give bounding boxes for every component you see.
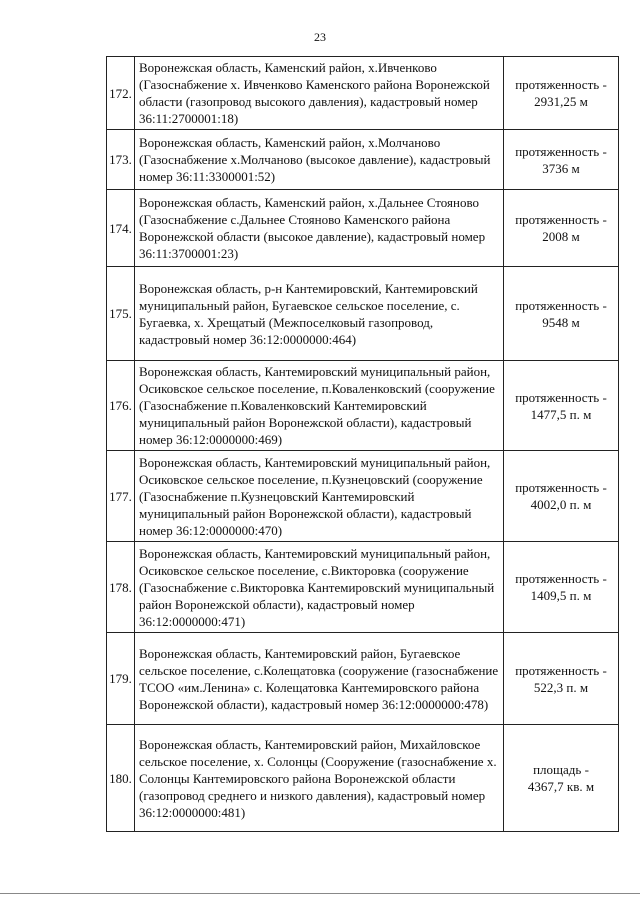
object-measure: [504, 361, 619, 451]
measure-label: протяженность -: [515, 480, 607, 495]
row-number: 174.: [107, 190, 135, 267]
row-number: 173.: [107, 130, 135, 190]
row-number: 172.: [107, 57, 135, 130]
page-bottom-rule: [0, 893, 640, 894]
measure-value: 1477,5 п. м: [530, 406, 592, 422]
table-row: [107, 267, 619, 361]
measure-label: протяженность -: [515, 571, 607, 586]
object-measure: [504, 190, 619, 267]
object-measure: [504, 633, 619, 725]
row-number: 178.: [107, 542, 135, 633]
measure-value: 1409,5 п. м: [530, 588, 592, 603]
object-description: Воронежская область, Каменский район, х.Дальнее Стояново (Газоснабжение с.Дальнее Стояново Каменского района Воронежской области (высокое давление), кадастровый номер 36:11:3700001:23): [135, 190, 504, 267]
registry-table: [106, 56, 619, 832]
object-measure: [504, 725, 619, 832]
object-description: Воронежская область, Кантемировский район, Бугаевское сельское поселение, с.Колещатовка (сооружение (газоснабжение ТСОО «им.Ленина» с. Колещатовка Кантемировского района Воронежской области), кадастровый номер 36:12:0000000:478): [135, 633, 504, 725]
object-measure: [504, 267, 619, 361]
measure-value: 522,3 п. м: [533, 679, 589, 695]
object-description: Воронежская область, Кантемировский муниципальный район, Осиковское сельское поселение, п.Коваленковский (сооружение (Газоснабжение п.Коваленковский Кантемировский муниципальный район Воронежской области), кадастровый номер 36:12:0000000:469): [135, 361, 504, 451]
measure-value: 9548 м: [542, 314, 580, 330]
object-measure: [504, 451, 619, 542]
table-row: [107, 451, 619, 542]
table-row: [107, 361, 619, 451]
row-number: 180.: [107, 725, 135, 832]
table-row: [107, 542, 619, 633]
table-row: [107, 633, 619, 725]
measure-label: протяженность -: [515, 389, 607, 405]
object-measure: [504, 130, 619, 190]
measure-value: 2931,25 м: [534, 94, 588, 109]
measure-value: 4002,0 п. м: [530, 497, 592, 512]
object-description: Воронежская область, Кантемировский муниципальный район, Осиковское сельское поселение, п.Кузнецовский (сооружение (Газоснабжение п.Кузнецовский Кантемировский муниципальный район Воронежской области), кадастровый номер 36:12:0000000:470): [135, 451, 504, 542]
object-description: Воронежская область, Каменский район, х.Молчаново (Газоснабжение х.Молчаново (высокое давление), кадастровый номер 36:11:3300001:52): [135, 130, 504, 190]
measure-value: 3736 м: [542, 160, 580, 176]
object-measure: [504, 57, 619, 130]
measure-label: площадь -: [533, 762, 589, 777]
object-description: Воронежская область, р-н Кантемировский, Кантемировский муниципальный район, Бугаевское сельское поселение, с. Бугаевка, х. Хрещатый (Межпоселковый газопровод, кадастровый номер 36:12:0000000:464): [135, 267, 504, 361]
object-measure: [504, 542, 619, 633]
row-number: 179.: [107, 633, 135, 725]
measure-label: протяженность -: [515, 143, 607, 159]
object-description: Воронежская область, Каменский район, х.Ивченково (Газоснабжение х. Ивченково Каменского района Воронежской области (газопровод высокого давления), кадастровый номер 36:11:2700001:18): [135, 57, 504, 130]
row-number: 175.: [107, 267, 135, 361]
row-number: 176.: [107, 361, 135, 451]
measure-label: протяженность -: [515, 662, 607, 678]
measure-value: 2008 м: [542, 229, 580, 244]
measure-label: протяженность -: [515, 77, 607, 92]
measure-value: 4367,7 кв. м: [527, 779, 595, 794]
measure-label: протяженность -: [515, 212, 607, 227]
table-row: [107, 57, 619, 130]
page-number: 23: [314, 30, 326, 44]
row-number: 177.: [107, 451, 135, 542]
object-description: Воронежская область, Кантемировский муниципальный район, Осиковское сельское поселение, с.Викторовка (сооружение (Газоснабжение с.Викторовка Кантемировский муниципальный район Воронежской области), кадастровый номер 36:12:0000000:471): [135, 542, 504, 633]
table-row: [107, 130, 619, 190]
table-row: [107, 725, 619, 832]
table-row: [107, 190, 619, 267]
object-description: Воронежская область, Кантемировский район, Михайловское сельское поселение, х. Солонцы (Сооружение (газоснабжение х. Солонцы Кантемировского района Воронежской области (газопровод среднего и низкого давления), кадастровый номер 36:12:0000000:481): [135, 725, 504, 832]
measure-label: протяженность -: [515, 297, 607, 313]
